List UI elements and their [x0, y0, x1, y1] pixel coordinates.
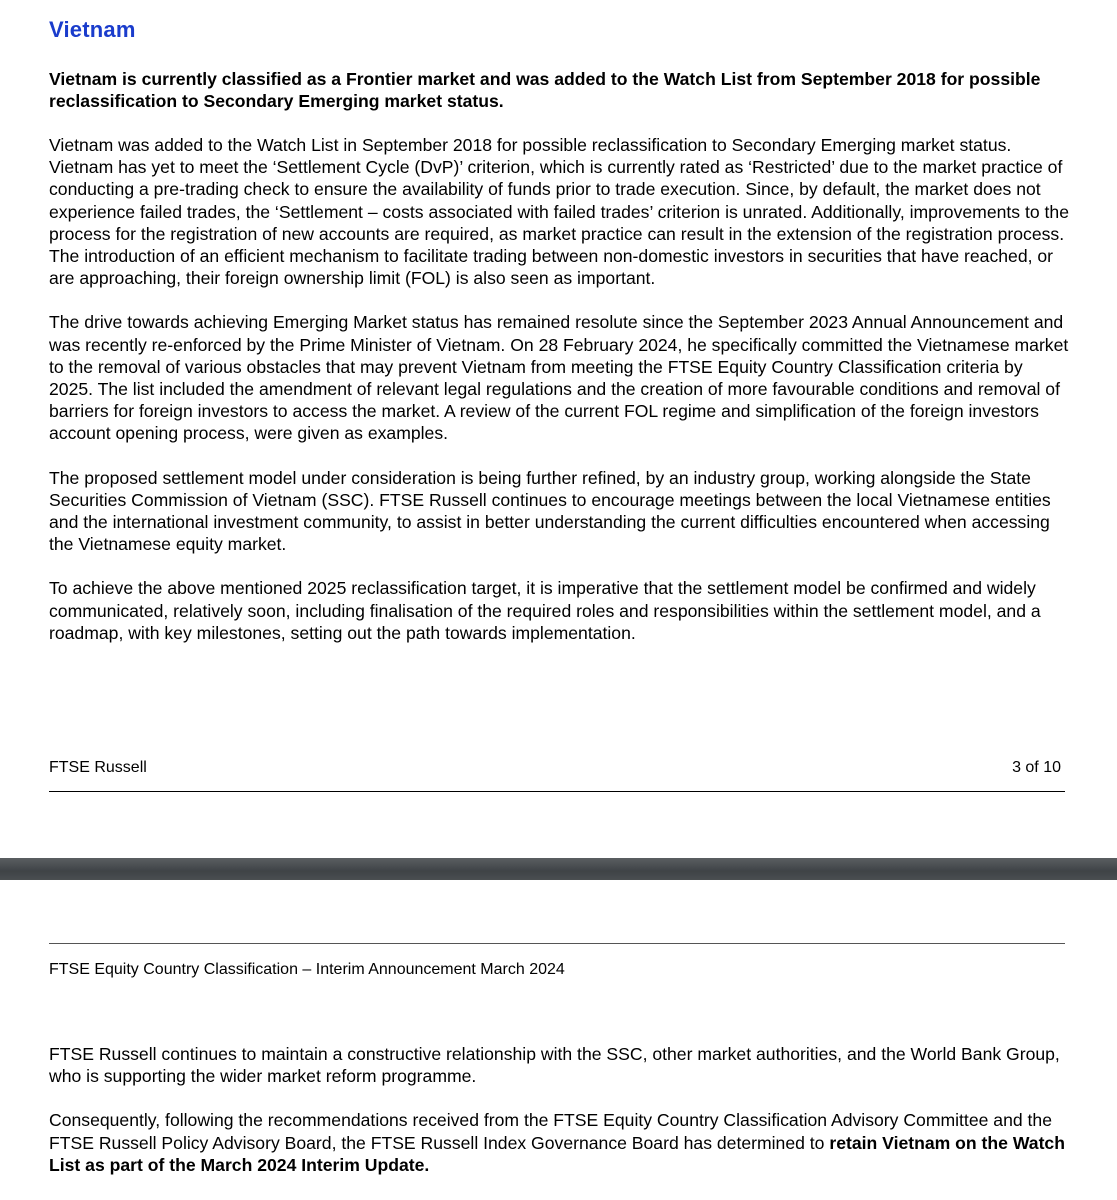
paragraph-relationship: FTSE Russell continues to maintain a constructive relationship with the SSC, other market authorities, and the World Bank Group, who is supporting the wider market reform programme. [49, 1044, 1060, 1087]
footer-publisher: FTSE Russell [49, 759, 147, 776]
document-page-4 [0, 880, 1117, 1200]
page-footer [49, 757, 1065, 792]
page-header: FTSE Equity Country Classification – Interim Announcement March 2024 [49, 961, 565, 978]
header-rule [49, 943, 1065, 944]
body-text [49, 134, 1071, 666]
decision-text: Consequently, following the recommendations received from the FTSE Equity Country Classification Advisory Committee and the FTSE Russell Policy Advisory Board, the FTSE Russell Index Governance Board has determined to [49, 1110, 1052, 1153]
paragraph-reclassification-target: To achieve the above mentioned 2025 reclassification target, it is imperative that the settlement model be confirmed and widely communicated, relatively soon, including finalisation of the required roles and responsibilities within the settlement model, and a roadmap, with key milestones, setting out the path towards implementation. [49, 578, 1041, 643]
paragraph-emerging-drive: The drive towards achieving Emerging Market status has remained resolute since the September 2023 Annual Announcement and was recently re-enforced by the Prime Minister of Vietnam. On 28 February 2024, he specifically committed the Vietnamese market to the removal of various obstacles that may prevent Vietnam from meeting the FTSE Equity Country Classification criteria by 2025. The list included the amendment of relevant legal regulations and the creation of more favourable conditions and removal of barriers for foreign investors to access the market. A review of the current FOL regime and simplification of the foreign investors account opening process, were given as examples. [49, 312, 1069, 444]
lead-paragraph: Vietnam is currently classified as a Frontier market and was added to the Watch List from September 2018 for possible reclassification to Secondary Emerging market status. [49, 69, 1041, 111]
paragraph-decision [49, 1109, 1071, 1176]
decision-highlight: retain Vietnam on the Watch List as part of the March 2024 Interim Update. [49, 1132, 1065, 1175]
section-title: Vietnam [49, 17, 136, 42]
paragraph-settlement-model: The proposed settlement model under consideration is being further refined, by an industry group, working alongside the State Securities Commission of Vietnam (SSC). FTSE Russell continues to encourage meetings between the local Vietnamese entities and the international investment community, to assist in better understanding the current difficulties encountered when accessing the Vietnamese equity market. [49, 467, 1051, 555]
body-text-page-4 [49, 1043, 1071, 1198]
paragraph-watch-list: Vietnam was added to the Watch List in September 2018 for possible reclassification to Secondary Emerging market status. Vietnam has yet to meet the ‘Settlement Cycle (DvP)’ criterion, which is currently rated as ‘Restricted’ due to the market practice of conducting a pre-trading check to ensure the availability of funds prior to trade execution. Since, by default, the market does not experience failed trades, the ‘Settlement – costs associated with failed trades’ criterion is unrated. Additionally, improvements to the process for the registration of new accounts are required, as market practice can result in the extension of the registration process. The introduction of an efficient mechanism to facilitate trading between non-domestic investors in securities that have reached, or are approaching, their foreign ownership limit (FOL) is also seen as important. [49, 135, 1069, 289]
page-separator [0, 858, 1117, 880]
page-number: 3 of 10 [1012, 759, 1061, 776]
